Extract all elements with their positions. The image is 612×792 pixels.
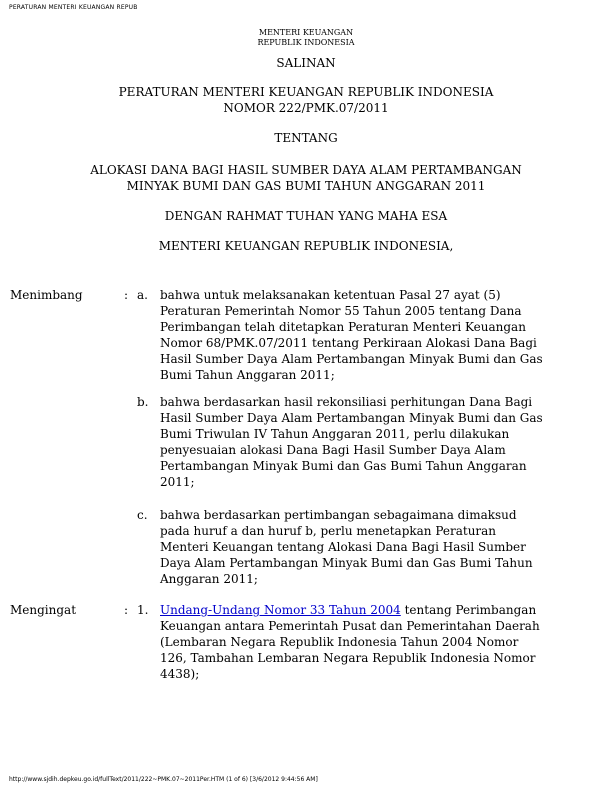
tentang-heading: TENTANG [274,131,338,145]
masthead-line-2: REPUBLIK INDONESIA [257,38,355,47]
mengingat-item-1-text [160,602,600,682]
regulation-title: PERATURAN MENTERI KEUANGAN REPUBLIK INDONESIA [118,85,494,99]
law-reference-link[interactable]: Undang-Undang Nomor 33 Tahun 2004 [160,603,401,617]
menimbang-item-c-marker: c. [137,508,148,522]
regulation-number: NOMOR 222/PMK.07/2011 [223,101,389,115]
menimbang-colon: : [124,288,129,302]
menimbang-item-a-text: bahwa untuk melaksanakan ketentuan Pasal 27 ayat (5) Peraturan Pemerintah Nomor 55 Tahun 2005 tentang Dana Perimbangan telah ditetapkan Peraturan Menteri Keuangan Nomor 68/PMK.07/2011 tentang Perkiraan Alokasi Dana Bagi Hasil Sumber Daya Alam Pertambangan Minyak Bumi dan Gas Bumi Tahun Anggaran 2011; [160,288,543,382]
menimbang-item-b-text: bahwa berdasarkan hasil rekonsiliasi perhitungan Dana Bagi Hasil Sumber Daya Alam Pertambangan Minyak Bumi dan Gas Bumi Triwulan IV Tahun Anggaran 2011, perlu dilakukan penyesuaian alokasi Dana Bagi Hasil Sumber Daya Alam Pertambangan Minyak Bumi dan Gas Bumi Tahun Anggaran 2011; [160,395,543,489]
salinan-label: SALINAN [276,56,336,70]
mengingat-label: Mengingat [10,603,77,617]
menimbang-item-a-marker: a. [137,288,148,302]
menimbang-item-c-text: bahwa berdasarkan pertimbangan sebagaimana dimaksud pada huruf a dan huruf b, perlu menetapkan Peraturan Menteri Keuangan tentang Alokasi Dana Bagi Hasil Sumber Daya Alam Pertambangan Minyak Bumi dan Gas Bumi Tahun Anggaran 2011; [160,508,533,586]
rahmat-line: DENGAN RAHMAT TUHAN YANG MAHA ESA [164,209,448,223]
mengingat-item-1-body: tentang Perimbangan Keuangan antara Pemerintah Pusat dan Pemerintahan Daerah (Lembaran Negara Republik Indonesia Tahun 2004 Nomor 126, Tambahan Lembaran Negara Republik Indonesia Nomor 4438); [160,603,540,681]
mengingat-item-1-marker: 1. [137,603,149,617]
menimbang-item-b-marker: b. [137,395,149,409]
subject-line-1: ALOKASI DANA BAGI HASIL SUMBER DAYA ALAM PERTAMBANGAN [90,163,522,177]
print-footer-url: http://www.sjdih.depkeu.go.id/fullText/2011/222~PMK.07~2011Per.HTM (1 of 6) [3/6/2012 9:44:56 AM] [9,776,318,783]
subject-line-2: MINYAK BUMI DAN GAS BUMI TAHUN ANGGARAN 2011 [126,179,486,193]
mengingat-colon: : [124,603,129,617]
running-header: PERATURAN MENTERI KEUANGAN REPUB [9,4,138,11]
menimbang-label: Menimbang [10,288,83,302]
minister-line: MENTERI KEUANGAN REPUBLIK INDONESIA, [158,239,454,253]
masthead-line-1: MENTERI KEUANGAN [258,28,354,37]
